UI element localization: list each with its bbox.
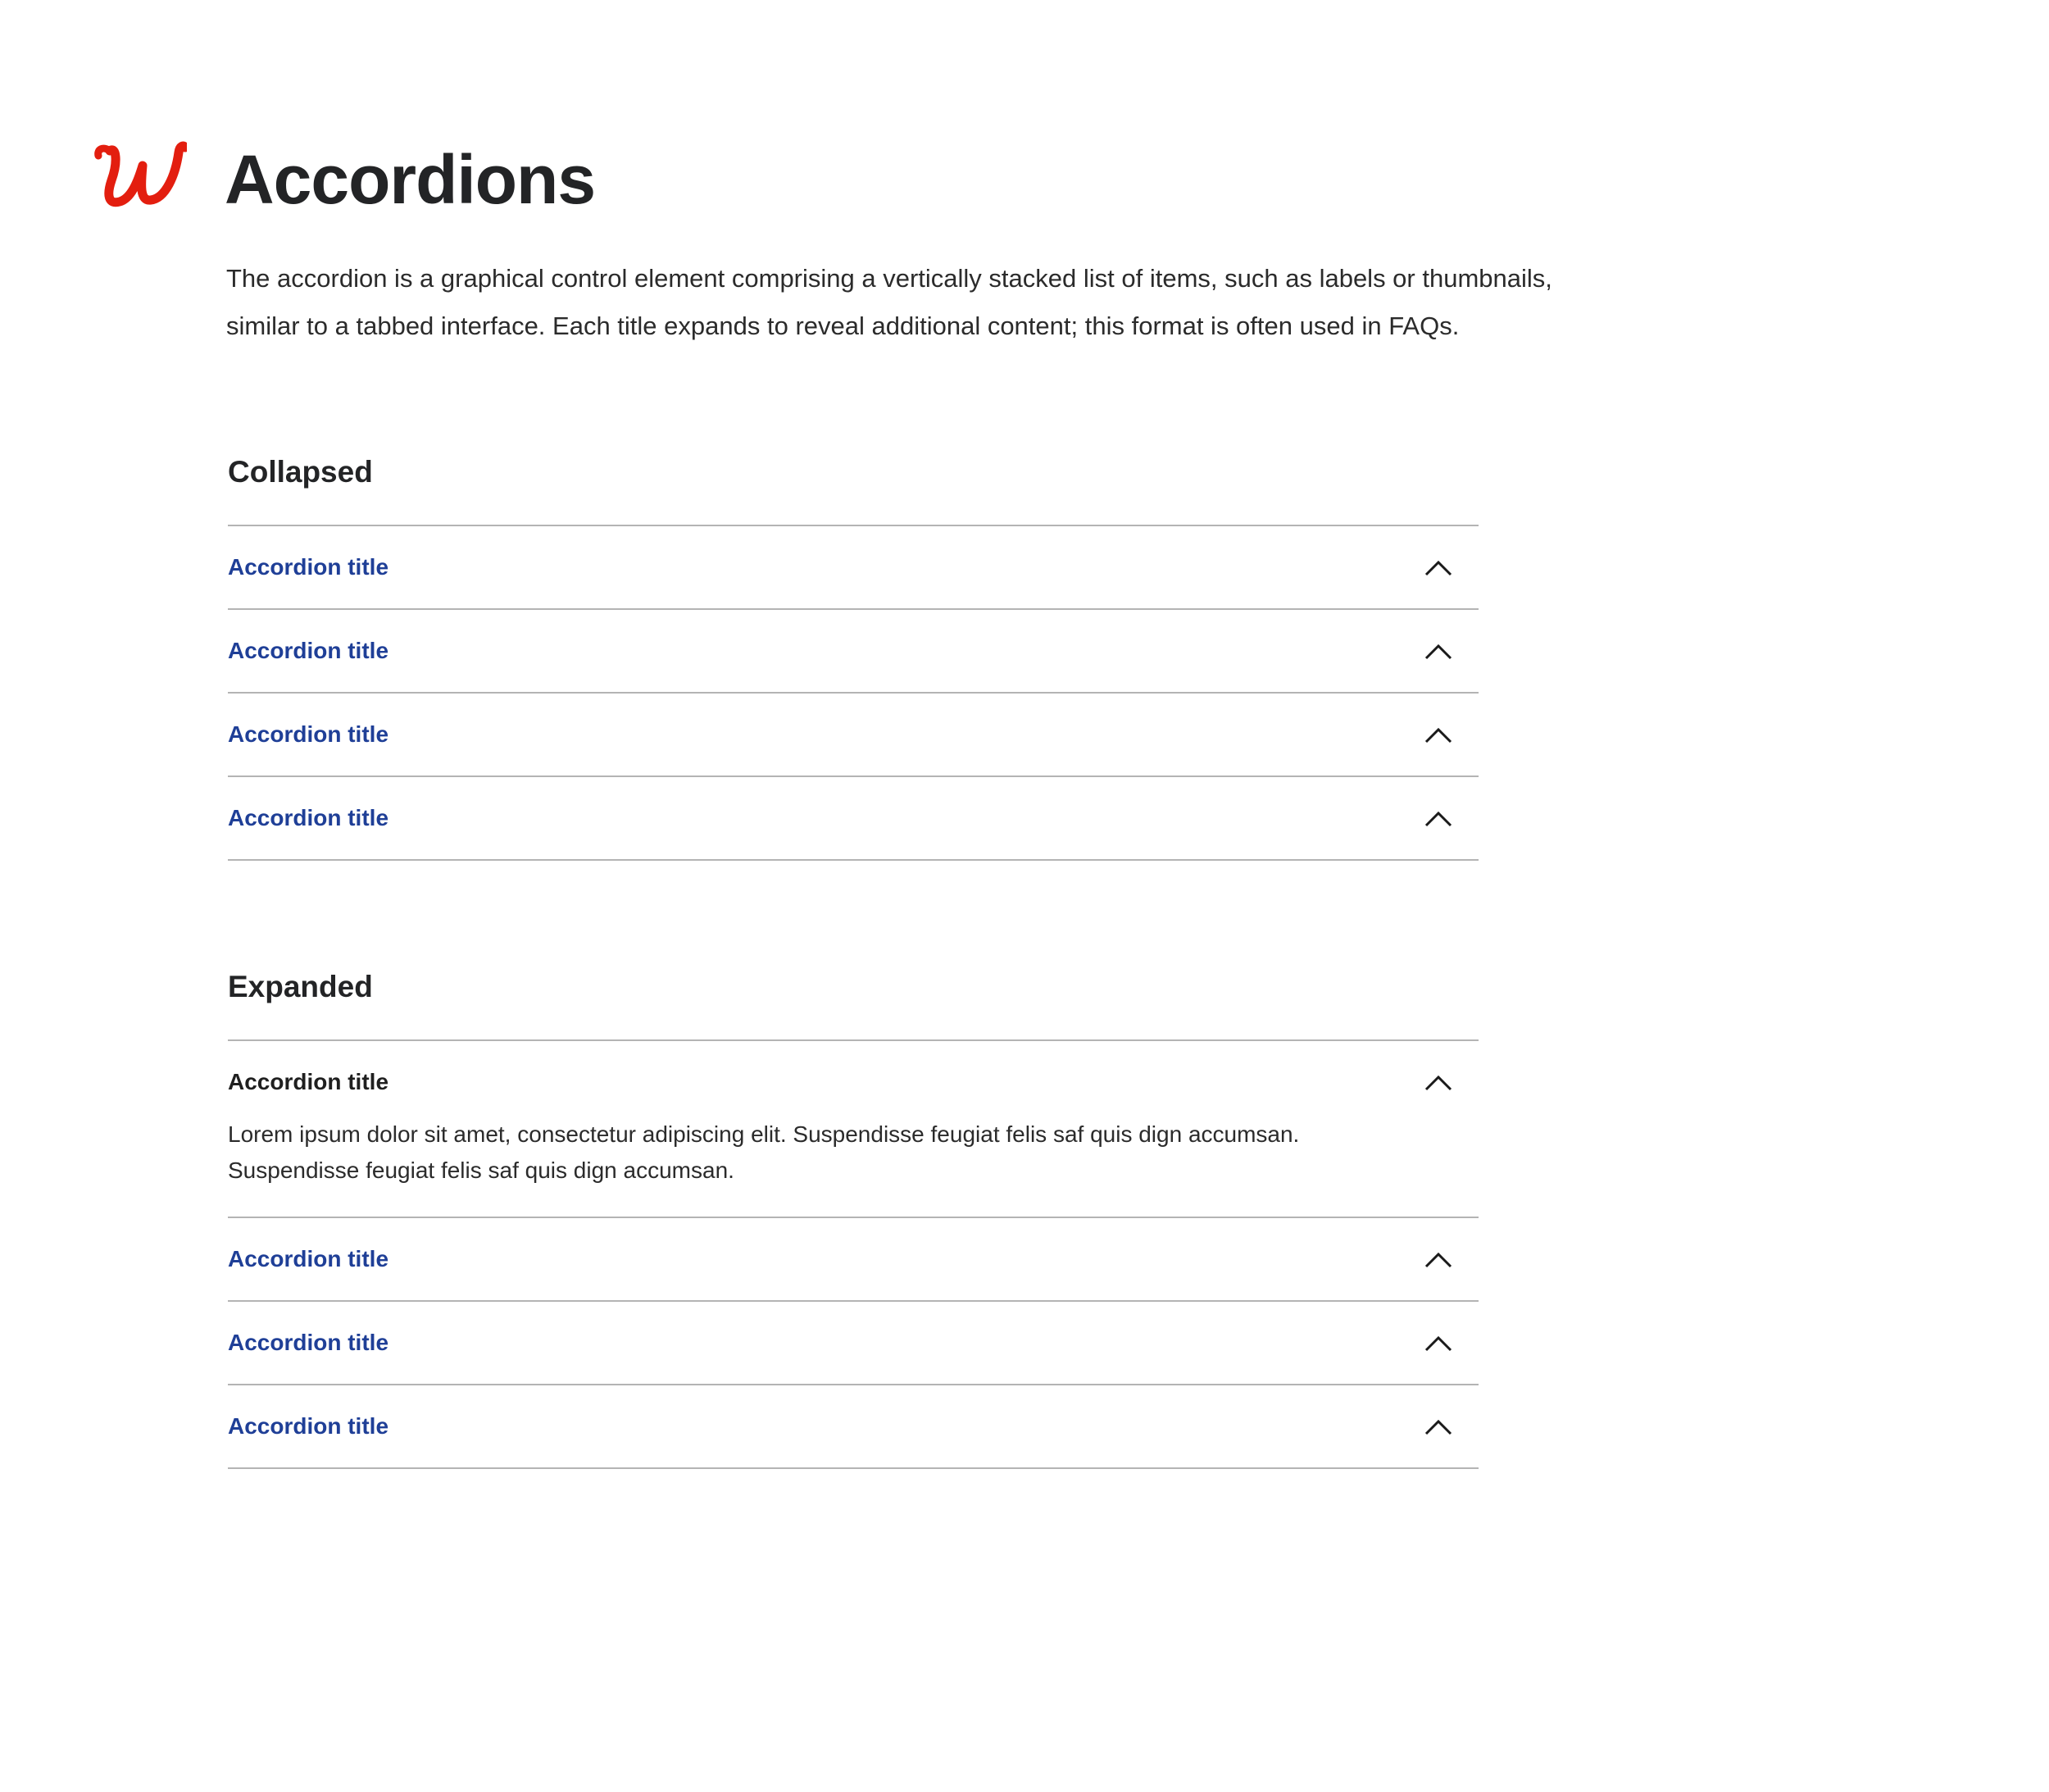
accordion-item-expanded: [228, 1041, 1479, 1218]
page-title: Accordions: [225, 141, 596, 218]
accordion-item: [228, 526, 1479, 610]
accordion-header-button[interactable]: [228, 1218, 1479, 1300]
chevron-up-icon: [1424, 1250, 1452, 1268]
accordion-title: Accordion title: [228, 721, 389, 747]
accordion-title: Accordion title: [228, 1246, 389, 1271]
accordion-header-button[interactable]: [228, 1385, 1479, 1467]
chevron-up-icon: [1424, 809, 1452, 827]
accordion-title: Accordion title: [228, 554, 389, 580]
accordion-body-text: Lorem ipsum dolor sit amet, consectetur adipiscing elit. Suspendisse feugiat felis saf quis dign accumsan. Suspendisse feugiat felis saf quis dign accumsan.: [228, 1121, 1300, 1183]
accordion-header-button[interactable]: [228, 526, 1479, 608]
accordion-header-button[interactable]: [228, 694, 1479, 775]
accordion-title: Accordion title: [228, 1330, 389, 1355]
accordion-item: [228, 1302, 1479, 1385]
accordion-item: [228, 777, 1479, 861]
walgreens-w-logo-icon: [93, 138, 187, 210]
chevron-up-icon: [1424, 1334, 1452, 1352]
accordion-title: Accordion title: [228, 1413, 389, 1439]
chevron-up-icon: [1424, 642, 1452, 660]
accordion-title: Accordion title: [228, 638, 389, 663]
section-heading-collapsed: Collapsed: [228, 455, 373, 489]
section-heading-expanded: Expanded: [228, 970, 373, 1003]
chevron-up-icon: [1424, 1073, 1452, 1091]
expanded-section: [228, 957, 1479, 1469]
accordion-item: [228, 694, 1479, 777]
chevron-up-icon: [1424, 1417, 1452, 1435]
accordion-collapsed: [228, 525, 1479, 861]
accordion-header-button[interactable]: [228, 1041, 1479, 1123]
collapsed-section: [228, 443, 1479, 861]
accordion-header-button[interactable]: [228, 1302, 1479, 1384]
accordion-item: [228, 1218, 1479, 1302]
accordion-item: [228, 1385, 1479, 1469]
accordion-item: [228, 610, 1479, 694]
accordion-header-button[interactable]: [228, 777, 1479, 859]
accordion-expanded: [228, 1039, 1479, 1469]
accordion-title: Accordion title: [228, 805, 389, 830]
chevron-up-icon: [1424, 558, 1452, 576]
page-description: The accordion is a graphical control element comprising a vertically stacked list of items, such as labels or thumbnails, similar to a tabbed interface. Each title expands to reveal additional content; this format is often used in FAQs.: [226, 264, 1552, 340]
accordion-title: Accordion title: [228, 1069, 389, 1094]
accordion-header-button[interactable]: [228, 610, 1479, 692]
chevron-up-icon: [1424, 725, 1452, 744]
